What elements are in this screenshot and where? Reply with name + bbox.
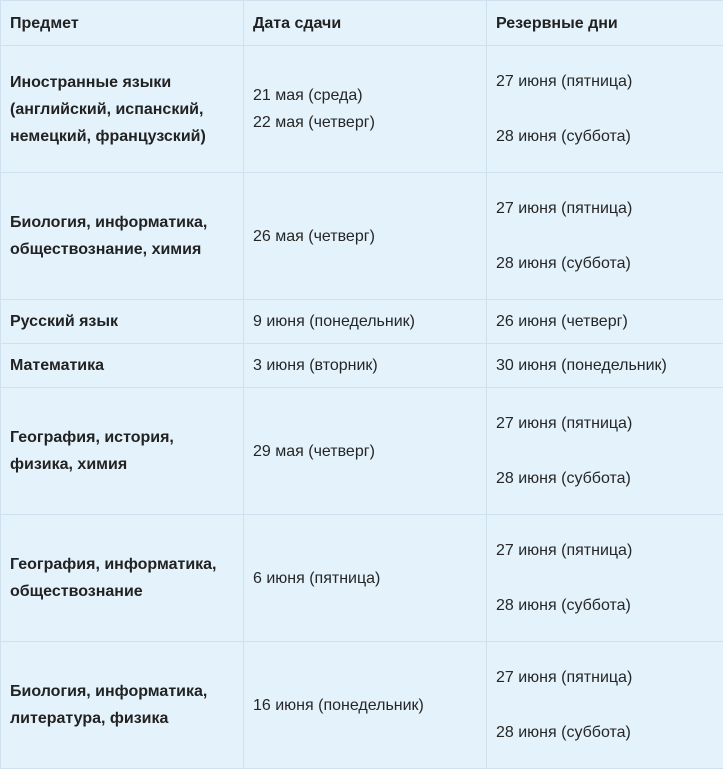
subject-cell: Математика	[1, 344, 244, 388]
reserve-date: 28 июня (суббота)	[496, 255, 631, 272]
reserve-date: 28 июня (суббота)	[496, 724, 631, 741]
reserve-days-cell	[487, 642, 723, 769]
reserve-date: 28 июня (суббота)	[496, 470, 631, 487]
table-row	[1, 515, 723, 642]
reserve-date: 30 июня (понедельник)	[496, 357, 667, 374]
exam-date: 9 июня (понедельник)	[253, 313, 415, 330]
table-row	[1, 46, 723, 173]
exam-date: 21 мая (среда)	[253, 87, 363, 104]
table-row	[1, 388, 723, 515]
reserve-date: 27 июня (пятница)	[496, 200, 633, 217]
exam-date: 16 июня (понедельник)	[253, 696, 424, 714]
exam-date: 22 мая (четверг)	[253, 114, 375, 131]
reserve-date: 27 июня (пятница)	[496, 73, 633, 90]
table-row	[1, 344, 723, 388]
exam-date: 6 июня (пятница)	[253, 569, 381, 587]
exam-date-cell	[244, 344, 487, 388]
reserve-date: 27 июня (пятница)	[496, 542, 633, 559]
subject-cell: География, история, физика, химия	[1, 388, 244, 515]
reserve-days-cell	[487, 46, 723, 173]
reserve-date: 28 июня (суббота)	[496, 128, 631, 145]
exam-date: 29 мая (четверг)	[253, 442, 375, 460]
exam-date-cell	[244, 173, 487, 300]
subject-cell: Биология, информатика, обществознание, химия	[1, 173, 244, 300]
exam-date-cell	[244, 642, 487, 769]
table-row	[1, 173, 723, 300]
exam-date-cell	[244, 388, 487, 515]
exam-date-cell	[244, 515, 487, 642]
exam-date-cell	[244, 300, 487, 344]
exam-date: 26 мая (четверг)	[253, 227, 375, 245]
subject-cell: Иностранные языки (английский, испанский, немецкий, французский)	[1, 46, 244, 173]
exam-date: 3 июня (вторник)	[253, 357, 378, 374]
header-reserve-days: Резервные дни	[487, 1, 723, 46]
reserve-days-cell	[487, 515, 723, 642]
table-header-row	[1, 1, 723, 46]
reserve-days-cell	[487, 388, 723, 515]
reserve-days-cell	[487, 173, 723, 300]
header-exam-date: Дата сдачи	[244, 1, 487, 46]
table-row	[1, 642, 723, 769]
subject-cell: Русский язык	[1, 300, 244, 344]
reserve-date: 28 июня (суббота)	[496, 597, 631, 614]
subject-cell: География, информатика, обществознание	[1, 515, 244, 642]
exam-date-cell	[244, 46, 487, 173]
table-row	[1, 300, 723, 344]
subject-cell: Биология, информатика, литература, физика	[1, 642, 244, 769]
reserve-days-cell	[487, 344, 723, 388]
reserve-date: 27 июня (пятница)	[496, 415, 633, 432]
reserve-date: 27 июня (пятница)	[496, 669, 633, 686]
reserve-days-cell	[487, 300, 723, 344]
header-subject: Предмет	[1, 1, 244, 46]
reserve-date: 26 июня (четверг)	[496, 313, 628, 330]
